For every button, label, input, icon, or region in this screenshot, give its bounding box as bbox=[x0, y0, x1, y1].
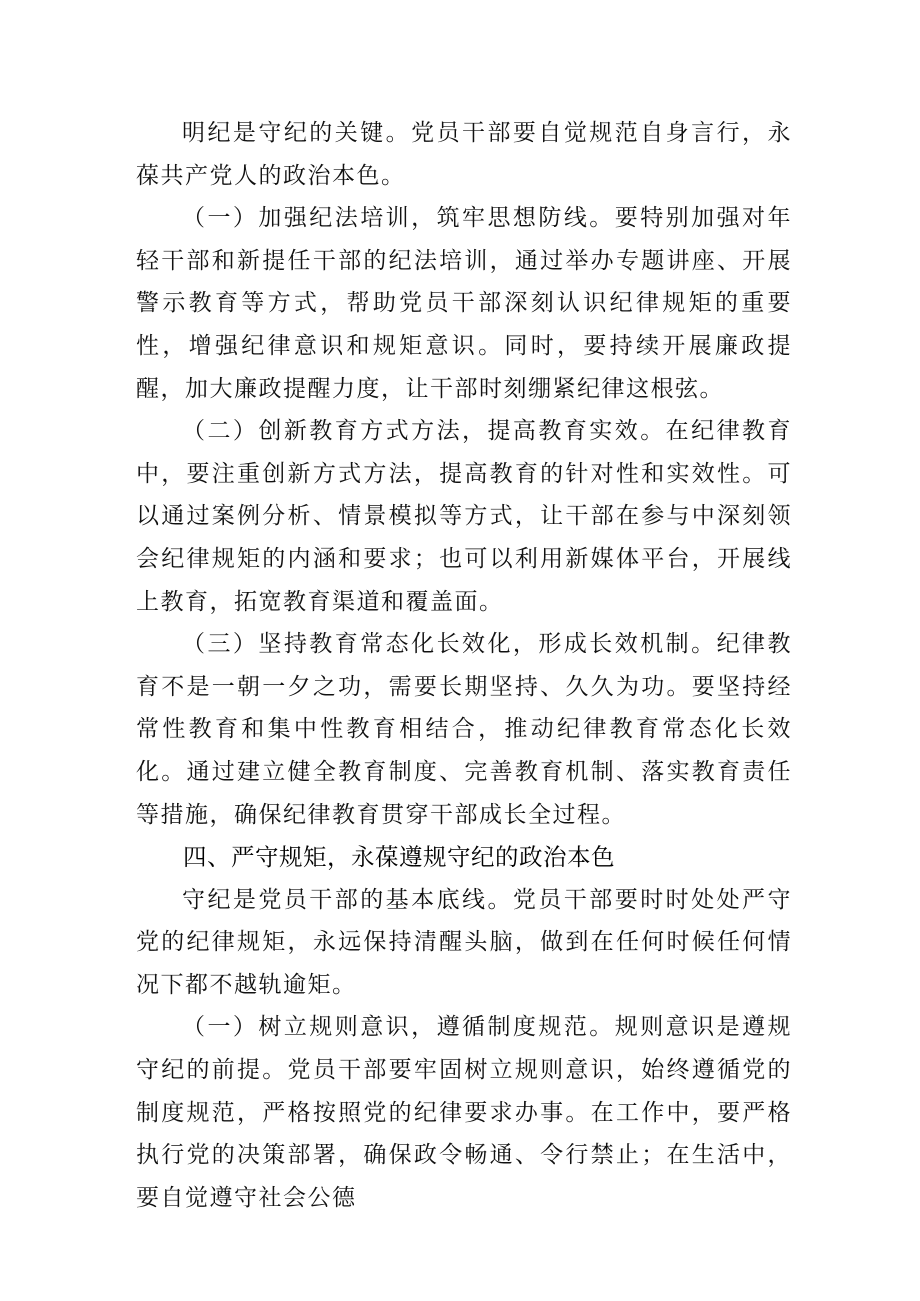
paragraph-intro: 明纪是守纪的关键。党员干部要自觉规范自身言行，永葆共产党人的政治本色。 bbox=[136, 120, 792, 189]
section-heading: 四、严守规矩，永葆遵规守纪的政治本色 bbox=[183, 843, 615, 872]
paragraph-item-3: （三）坚持教育常态化长效化，形成长效机制。纪律教育不是一朝一夕之功，需要长期坚持、久久为功。要坚持经常性教育和集中性教育相结合，推动纪律教育常态化长效化。通过建立健全教育制度、完善教育机制、落实教育责任等措施，确保纪律教育贯穿干部成长全过程。 bbox=[136, 631, 792, 828]
document-body bbox=[136, 112, 792, 1219]
paragraph-item-1: （一）加强纪法培训，筑牢思想防线。要特别加强对年轻干部和新提任干部的纪法培训，通过举办专题讲座、开展警示教育等方式，帮助党员干部深刻认识纪律规矩的重要性，增强纪律意识和规矩意识。同时，要持续开展廉政提醒，加大廉政提醒力度，让干部时刻绷紧纪律这根弦。 bbox=[136, 205, 792, 402]
paragraph-item-2: （二）创新教育方式方法，提高教育实效。在纪律教育中，要注重创新方式方法，提高教育的针对性和实效性。可以通过案例分析、情景模拟等方式，让干部在参与中深刻领会纪律规矩的内涵和要求；也可以利用新媒体平台，开展线上教育，拓宽教育渠道和覆盖面。 bbox=[136, 418, 792, 615]
section-paragraph-intro: 守纪是党员干部的基本底线。党员干部要时时处处严守党的纪律规矩，永远保持清醒头脑，做到在任何时候任何情况下都不越轨逾矩。 bbox=[136, 886, 792, 998]
section-paragraph-item-1: （一）树立规则意识，遵循制度规范。规则意识是遵规守纪的前提。党员干部要牢固树立规则意识，始终遵循党的制度规范，严格按照党的纪律要求办事。在工作中，要严格执行党的决策部署，确保政令畅通、令行禁止；在生活中，要自觉遵守社会公德 bbox=[136, 1014, 792, 1211]
